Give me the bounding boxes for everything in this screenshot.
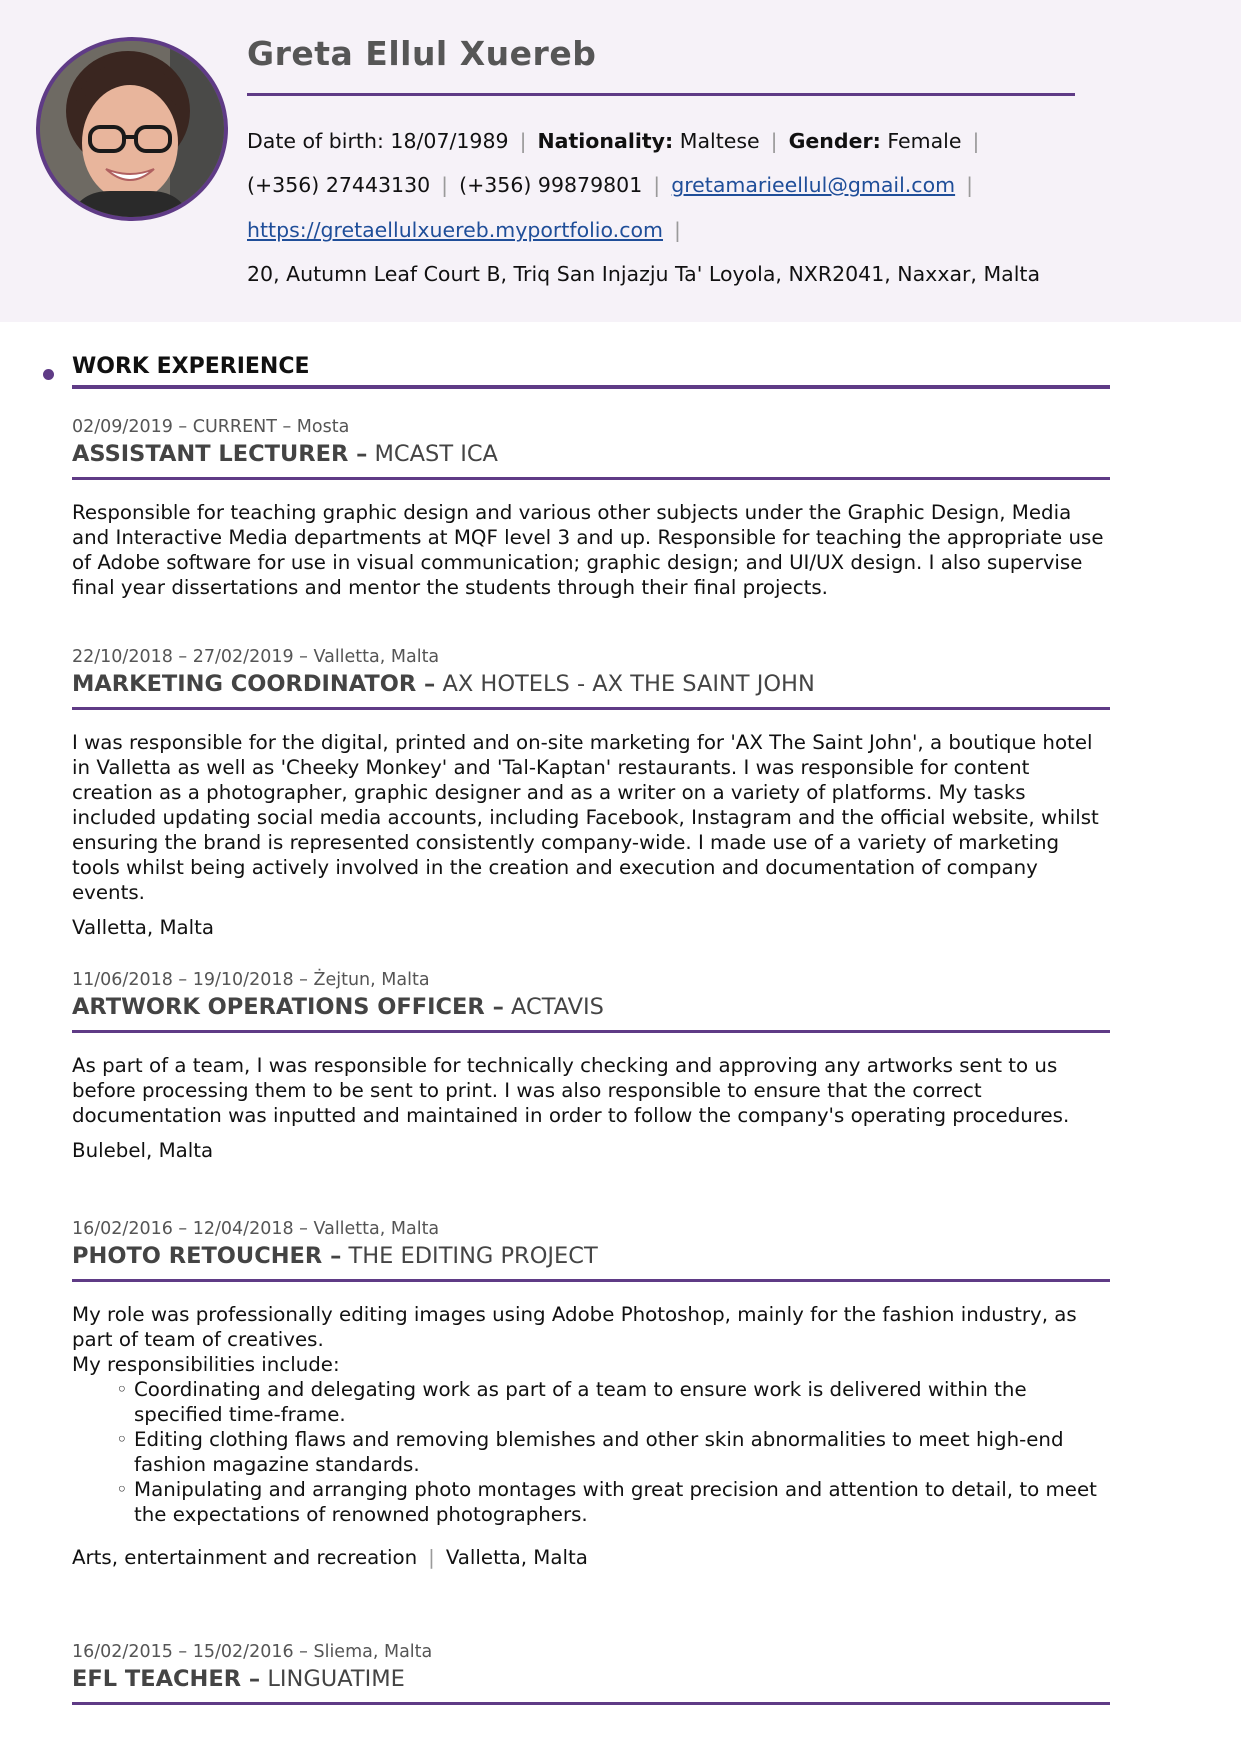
section-divider bbox=[72, 385, 1110, 389]
job-location: Valletta, Malta bbox=[72, 916, 215, 939]
job-description bbox=[72, 1053, 1110, 1128]
job-title bbox=[72, 1664, 1110, 1694]
job-meta: 02/09/2019 – CURRENT – Mosta bbox=[72, 417, 350, 437]
job-description-text: My role was professionally editing images using Adobe Photoshop, mainly for the fashion industry, as part of team of creatives. bbox=[72, 1303, 1077, 1351]
job-sector-location bbox=[72, 1545, 1110, 1570]
profile-name: Greta Ellul Xuereb bbox=[247, 34, 597, 73]
job-description-text: I was responsible for the digital, printed and on-site marketing for 'AX The Saint John', a boutique hotel in Valletta as well as 'Cheeky Monkey' and 'Tal-Kaptan' restaurants. I was responsible for content creation as a photographer, graphic designer and as a writer on a variety of platforms. My tasks included updating social media accounts, including Facebook, Instagram and the official website, whilst ensuring the brand is represented consistently company-wide. I made use of a variety of marketing tools whilst being actively involved in the creation and execution and documentation of company events. bbox=[72, 731, 1099, 904]
job-role: MARKETING COORDINATOR – bbox=[72, 671, 436, 697]
job-description-text: As part of a team, I was responsible for technically checking and approving any artworks sent to us before processing them to be sent to print. I was also responsible to ensure that the correct documentation was inputted and maintained in order to follow the company's operating procedures. bbox=[72, 1054, 1070, 1127]
job-meta: 16/02/2016 – 12/04/2018 – Valletta, Malta bbox=[72, 1219, 440, 1239]
job-meta: 22/10/2018 – 27/02/2019 – Valletta, Malta bbox=[72, 647, 440, 667]
job-employer: LINGUATIME bbox=[267, 1666, 405, 1692]
address-line: 20, Autumn Leaf Court B, Triq San Injazju Ta' Loyola, NXR2041, Naxxar, Malta bbox=[247, 262, 1041, 286]
list-item: ◦ Editing clothing flaws and removing blemishes and other skin abnormalities to meet high-end fashion magazine standards. bbox=[134, 1427, 1110, 1477]
job-description bbox=[72, 1302, 1110, 1527]
job-entry bbox=[72, 968, 1110, 1163]
job-divider bbox=[72, 1030, 1110, 1033]
job-role: EFL TEACHER – bbox=[72, 1666, 261, 1692]
job-title bbox=[72, 439, 1110, 469]
job-employer: MCAST ICA bbox=[374, 441, 498, 467]
job-employer: AX HOTELS - AX THE SAINT JOHN bbox=[442, 671, 815, 697]
job-title bbox=[72, 669, 1110, 699]
job-title bbox=[72, 992, 1110, 1022]
job-entry bbox=[72, 415, 1110, 600]
job-role: PHOTO RETOUCHER – bbox=[72, 1243, 342, 1269]
job-divider bbox=[72, 1702, 1110, 1705]
nationality-value: Maltese bbox=[679, 129, 760, 153]
job-meta: 11/06/2018 – 19/10/2018 – Żejtun, Malta bbox=[72, 970, 430, 990]
job-employer: THE EDITING PROJECT bbox=[348, 1243, 598, 1269]
job-description-text: Responsible for teaching graphic design and various other subjects under the Graphic Design, Media and Interactive Media departments at MQF level 3 and up. Responsible for teaching the appropriate use of Adobe software for use in visual communication; graphic design; and UI/UX design. I also supervise final year dissertations and mentor the students through their final projects. bbox=[72, 501, 1104, 599]
job-role: ASSISTANT LECTURER – bbox=[72, 441, 368, 467]
separator: | bbox=[674, 218, 681, 242]
nationality-label: Nationality: bbox=[537, 129, 674, 153]
profile-photo bbox=[36, 37, 228, 221]
dob-label: Date of birth: bbox=[247, 129, 384, 153]
job-employer: ACTAVIS bbox=[511, 994, 604, 1020]
separator: | bbox=[653, 173, 661, 197]
job-description bbox=[72, 500, 1110, 600]
separator: | bbox=[441, 173, 449, 197]
separator: | bbox=[972, 129, 980, 153]
section-bullet-icon bbox=[43, 369, 54, 380]
separator: | bbox=[428, 1546, 435, 1569]
phone-2: (+356) 99879801 bbox=[459, 173, 643, 197]
phone-1: (+356) 27443130 bbox=[247, 173, 431, 197]
personal-info-line bbox=[247, 129, 990, 153]
job-entry bbox=[72, 1640, 1110, 1705]
profile-header bbox=[0, 0, 1241, 322]
section-title: WORK EXPERIENCE bbox=[72, 354, 310, 379]
job-divider bbox=[72, 1279, 1110, 1282]
website-line bbox=[247, 218, 692, 242]
contact-line bbox=[247, 173, 984, 197]
separator: | bbox=[966, 173, 974, 197]
list-item: ◦ Manipulating and arranging photo montages with great precision and attention to detail, to meet the expectations of renowned photographers. bbox=[134, 1477, 1110, 1527]
job-role: ARTWORK OPERATIONS OFFICER – bbox=[72, 994, 504, 1020]
job-entry bbox=[72, 1217, 1110, 1570]
job-location: Bulebel, Malta bbox=[72, 1139, 214, 1162]
job-title bbox=[72, 1241, 1110, 1271]
name-divider bbox=[247, 93, 1075, 96]
job-sector: Arts, entertainment and recreation bbox=[72, 1546, 418, 1569]
job-divider bbox=[72, 477, 1110, 480]
responsibilities-list bbox=[72, 1377, 1110, 1527]
list-item: ◦ Coordinating and delegating work as part of a team to ensure work is delivered within the specified time-frame. bbox=[134, 1377, 1110, 1427]
job-meta: 16/02/2015 – 15/02/2016 – Sliema, Malta bbox=[72, 1642, 433, 1662]
website-link[interactable]: https://gretaellulxuereb.myportfolio.com bbox=[247, 218, 663, 242]
job-entry bbox=[72, 645, 1110, 940]
job-responsibilities-heading: My responsibilities include: bbox=[72, 1353, 340, 1376]
gender-value: Female bbox=[887, 129, 962, 153]
profile-photo-image bbox=[40, 41, 224, 217]
email-link[interactable]: gretamarieellul@gmail.com bbox=[671, 173, 956, 197]
separator: | bbox=[770, 129, 778, 153]
job-divider bbox=[72, 707, 1110, 710]
separator: | bbox=[519, 129, 527, 153]
job-location: Valletta, Malta bbox=[445, 1546, 588, 1569]
gender-label: Gender: bbox=[788, 129, 881, 153]
dob-value: 18/07/1989 bbox=[390, 129, 509, 153]
job-description bbox=[72, 730, 1110, 905]
